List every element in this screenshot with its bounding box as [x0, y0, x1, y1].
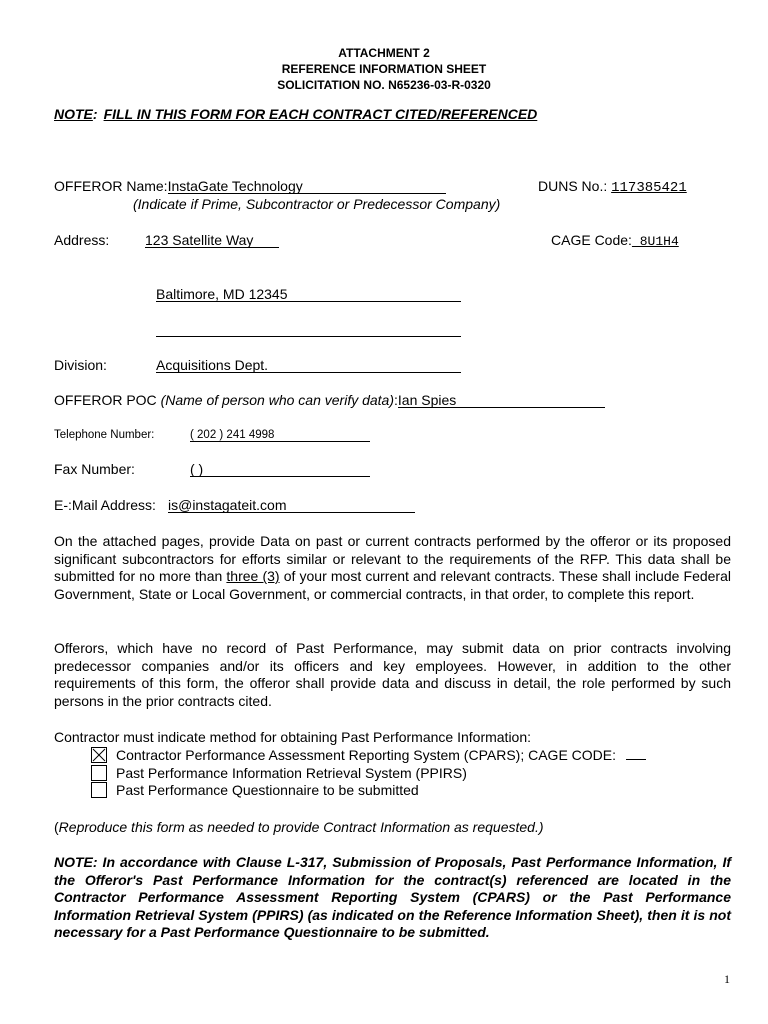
address-line-2-field[interactable]: Baltimore, MD 12345	[156, 287, 461, 302]
method-intro: Contractor must indicate method for obtaining Past Performance Information:	[54, 729, 532, 745]
cage-label: CAGE Code:	[551, 232, 632, 248]
division-field[interactable]: Acquisitions Dept.	[156, 358, 461, 373]
offeror-name-row	[54, 178, 446, 194]
questionnaire-checkbox[interactable]	[91, 782, 107, 798]
telephone-label: Telephone Number:	[54, 429, 155, 441]
reproduce-note-paren: (	[54, 819, 59, 835]
header-line-3: SOLICITATION NO. N65236-03-R-0320	[277, 78, 491, 92]
cpars-cage-code-field[interactable]	[626, 747, 646, 760]
email-label: E-:Mail Address:	[54, 497, 156, 513]
ppirs-option-label: Past Performance Information Retrieval System (PPIRS)	[116, 765, 467, 781]
poc-field[interactable]: Ian Spies	[398, 393, 605, 408]
division-label: Division:	[54, 357, 107, 373]
address-line-1-field[interactable]: 123 Satellite Way	[145, 233, 279, 248]
header-line-2: REFERENCE INFORMATION SHEET	[281, 62, 487, 76]
email-field[interactable]: is@instagateit.com	[168, 498, 415, 513]
ppirs-checkbox[interactable]	[91, 765, 107, 781]
fax-field[interactable]: ( )	[190, 462, 370, 477]
reproduce-note	[54, 819, 544, 835]
poc-label: OFFEROR POC	[54, 392, 161, 408]
top-note-colon: :	[92, 106, 98, 122]
paragraph-instructions-part-2: of your most current and relevant contracts. These shall include Federal Government, State or Local Government, or commercial contracts, in that order, to complete this report.	[54, 568, 731, 602]
poc-label-hint: (Name of person who can verify data)	[160, 392, 395, 408]
duns-field[interactable]: 117385421	[611, 180, 687, 196]
cpars-option-label: Contractor Performance Assessment Reporting System (CPARS); CAGE CODE:	[116, 747, 617, 763]
top-note-prefix: NOTE	[54, 106, 93, 122]
telephone-field[interactable]: ( 202 ) 241 4998	[190, 429, 370, 442]
address-label: Address:	[54, 232, 110, 248]
paragraph-instructions	[54, 533, 731, 603]
cage-row	[551, 232, 679, 249]
duns-label: DUNS No.:	[538, 178, 608, 194]
address-line-3-field[interactable]	[156, 322, 461, 337]
top-note-text: FILL IN THIS FORM FOR EACH CONTRACT CITED/REFERENCED	[103, 106, 538, 122]
fax-label: Fax Number:	[54, 461, 135, 477]
paragraph-instructions-part-1: On the attached pages, provide Data on past or current contracts performed by the offeror or its proposed significant subcontractors for efforts similar or relevant to the requirements of the RFP. This data shall be submitted for no more than	[54, 533, 731, 585]
cpars-checkbox[interactable]	[91, 747, 107, 763]
paragraph-instructions-emphasis: three (3)	[226, 568, 280, 585]
reproduce-note-text: Reproduce this form as needed to provide Contract Information as requested.)	[58, 819, 544, 835]
poc-label-colon: :	[394, 392, 398, 408]
duns-row	[538, 178, 687, 196]
paragraph-no-record: Offerors, which have no record of Past Performance, may submit data on prior contracts involving predecessor companies and/or its officers and key employees. However, in addition to the other requirements of this form, the offeror shall provide data and discuss in detail, the role performed by such persons in the prior contracts cited.	[54, 640, 731, 709]
poc-row	[54, 392, 605, 408]
questionnaire-option-label: Past Performance Questionnaire to be submitted	[116, 782, 419, 798]
cpars-option	[116, 747, 646, 763]
offeror-name-hint: (Indicate if Prime, Subcontractor or Predecessor Company)	[133, 196, 501, 212]
bottom-note: NOTE: In accordance with Clause L-317, Submission of Proposals, Past Performance Information, If the Offeror's Past Performance Information for the contract(s) referenced are located in the Contractor Performance Assessment Reporting System (CPARS) or the Past Performance Information Retrieval System (PPIRS) (as indicated on the Reference Information Sheet), then it is not necessary for a Past Performance Questionnaire to be submitted.	[54, 854, 731, 941]
offeror-name-field[interactable]: InstaGate Technology	[168, 179, 446, 194]
offeror-name-label: OFFEROR Name:	[54, 178, 168, 194]
page-number: 1	[724, 972, 730, 986]
check-x-icon	[92, 748, 106, 762]
header-line-1: ATTACHMENT 2	[338, 46, 430, 60]
top-note	[54, 106, 537, 122]
cage-field[interactable]: 8U1H4	[631, 234, 679, 249]
